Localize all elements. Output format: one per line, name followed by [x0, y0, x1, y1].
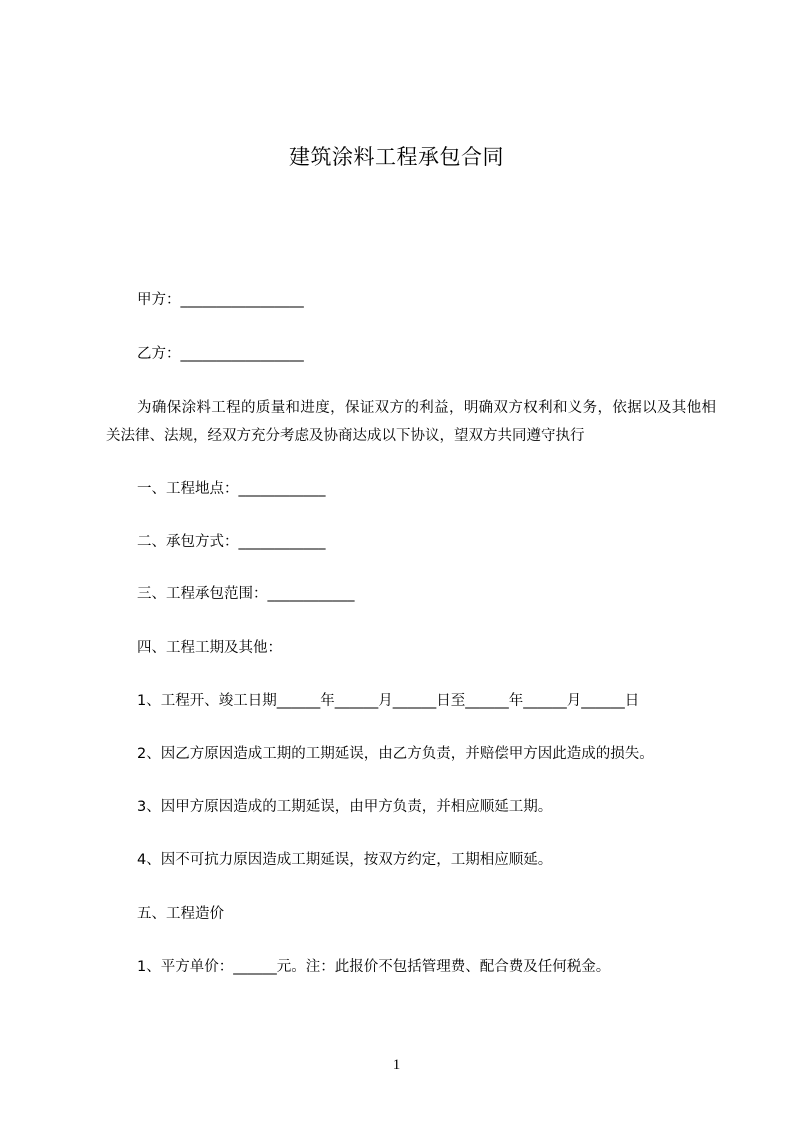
party-a-line: 甲方：_________________ [137, 292, 304, 308]
section-4-item-2: 2、因乙方原因造成工期的工期延误，由乙方负责，并赔偿甲方因此造成的损失。 [137, 746, 654, 762]
section-4-item-3: 3、因甲方原因造成的工期延误，由甲方负责，并相应顺延工期。 [137, 799, 553, 815]
section-2-method: 二、承包方式：____________ [137, 534, 326, 550]
section-4-item-1: 1、工程开、竣工日期______年______月______日至______年______月______日 [137, 693, 640, 709]
section-1-location: 一、工程地点：____________ [137, 481, 326, 497]
party-b-line: 乙方：_________________ [137, 346, 304, 362]
section-4-heading: 四、工程工期及其他： [137, 640, 282, 656]
section-5-item-1: 1、平方单价：______元。注：此报价不包括管理费、配合费及任何税金。 [137, 959, 611, 975]
preamble-paragraph: 为确保涂料工程的质量和进度，保证双方的利益，明确双方权利和义务，依据以及其他相关法律、法规，经双方充分考虑及协商达成以下协议，望双方共同遵守执行 [106, 400, 716, 444]
document-title: 建筑涂料工程承包合同 [289, 145, 504, 169]
section-5-heading: 五、工程造价 [137, 906, 224, 922]
section-4-item-4: 4、因不可抗力原因造成工期延误，按双方约定，工期相应顺延。 [137, 852, 553, 868]
page-number: 1 [392, 1057, 401, 1073]
section-3-scope: 三、工程承包范围：____________ [137, 586, 355, 602]
